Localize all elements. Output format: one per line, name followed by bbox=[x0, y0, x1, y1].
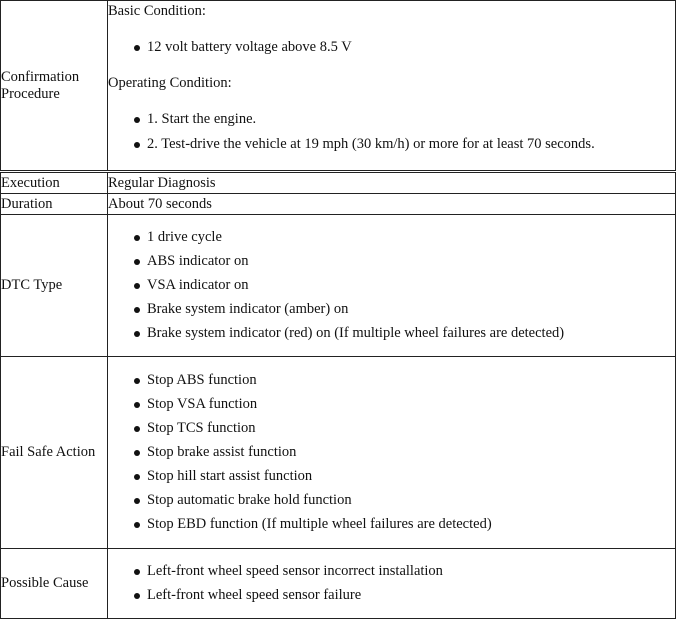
dtc-type-item: 1 drive cycle bbox=[133, 229, 675, 246]
label-dtc-type: DTC Type bbox=[1, 215, 108, 357]
dtc-type-list bbox=[108, 229, 675, 342]
value-fail-safe-action bbox=[108, 357, 676, 549]
operating-condition-item: 1. Start the engine. bbox=[133, 111, 675, 128]
dtc-type-item: Brake system indicator (red) on (If multiple wheel failures are detected) bbox=[133, 325, 675, 342]
operating-condition-item: 2. Test-drive the vehicle at 19 mph (30 km/h) or more for at least 70 seconds. bbox=[133, 136, 675, 153]
basic-condition-heading: Basic Condition: bbox=[108, 3, 206, 19]
possible-cause-list bbox=[108, 563, 675, 604]
row-dtc-type bbox=[1, 215, 676, 357]
row-duration bbox=[1, 194, 676, 215]
basic-condition-list bbox=[108, 39, 675, 56]
row-fail-safe-action bbox=[1, 357, 676, 549]
label-duration: Duration bbox=[1, 194, 108, 215]
possible-cause-item: Left-front wheel speed sensor incorrect installation bbox=[133, 563, 675, 580]
value-dtc-type bbox=[108, 215, 676, 357]
fail-safe-item: Stop EBD function (If multiple wheel failures are detected) bbox=[133, 516, 675, 533]
value-confirmation-procedure bbox=[108, 1, 676, 172]
value-execution: Regular Diagnosis bbox=[108, 172, 676, 194]
label-possible-cause: Possible Cause bbox=[1, 549, 108, 619]
fail-safe-item: Stop TCS function bbox=[133, 420, 675, 437]
value-possible-cause bbox=[108, 549, 676, 619]
label-execution: Execution bbox=[1, 172, 108, 194]
fail-safe-item: Stop hill start assist function bbox=[133, 468, 675, 485]
dtc-type-item: VSA indicator on bbox=[133, 277, 675, 294]
dtc-type-item: Brake system indicator (amber) on bbox=[133, 301, 675, 318]
row-execution bbox=[1, 172, 676, 194]
operating-condition-heading: Operating Condition: bbox=[108, 75, 232, 91]
fail-safe-item: Stop brake assist function bbox=[133, 444, 675, 461]
basic-condition-item: 12 volt battery voltage above 8.5 V bbox=[133, 39, 675, 56]
label-fail-safe-action: Fail Safe Action bbox=[1, 357, 108, 549]
dtc-type-item: ABS indicator on bbox=[133, 253, 675, 270]
value-duration: About 70 seconds bbox=[108, 194, 676, 215]
row-possible-cause bbox=[1, 549, 676, 619]
row-confirmation-procedure bbox=[1, 1, 676, 172]
label-confirmation-procedure: Confirmation Procedure bbox=[1, 1, 108, 172]
possible-cause-item: Left-front wheel speed sensor failure bbox=[133, 587, 675, 604]
fail-safe-action-list bbox=[108, 372, 675, 533]
fail-safe-item: Stop ABS function bbox=[133, 372, 675, 389]
fail-safe-item: Stop VSA function bbox=[133, 396, 675, 413]
operating-condition-list bbox=[108, 111, 675, 153]
fail-safe-item: Stop automatic brake hold function bbox=[133, 492, 675, 509]
